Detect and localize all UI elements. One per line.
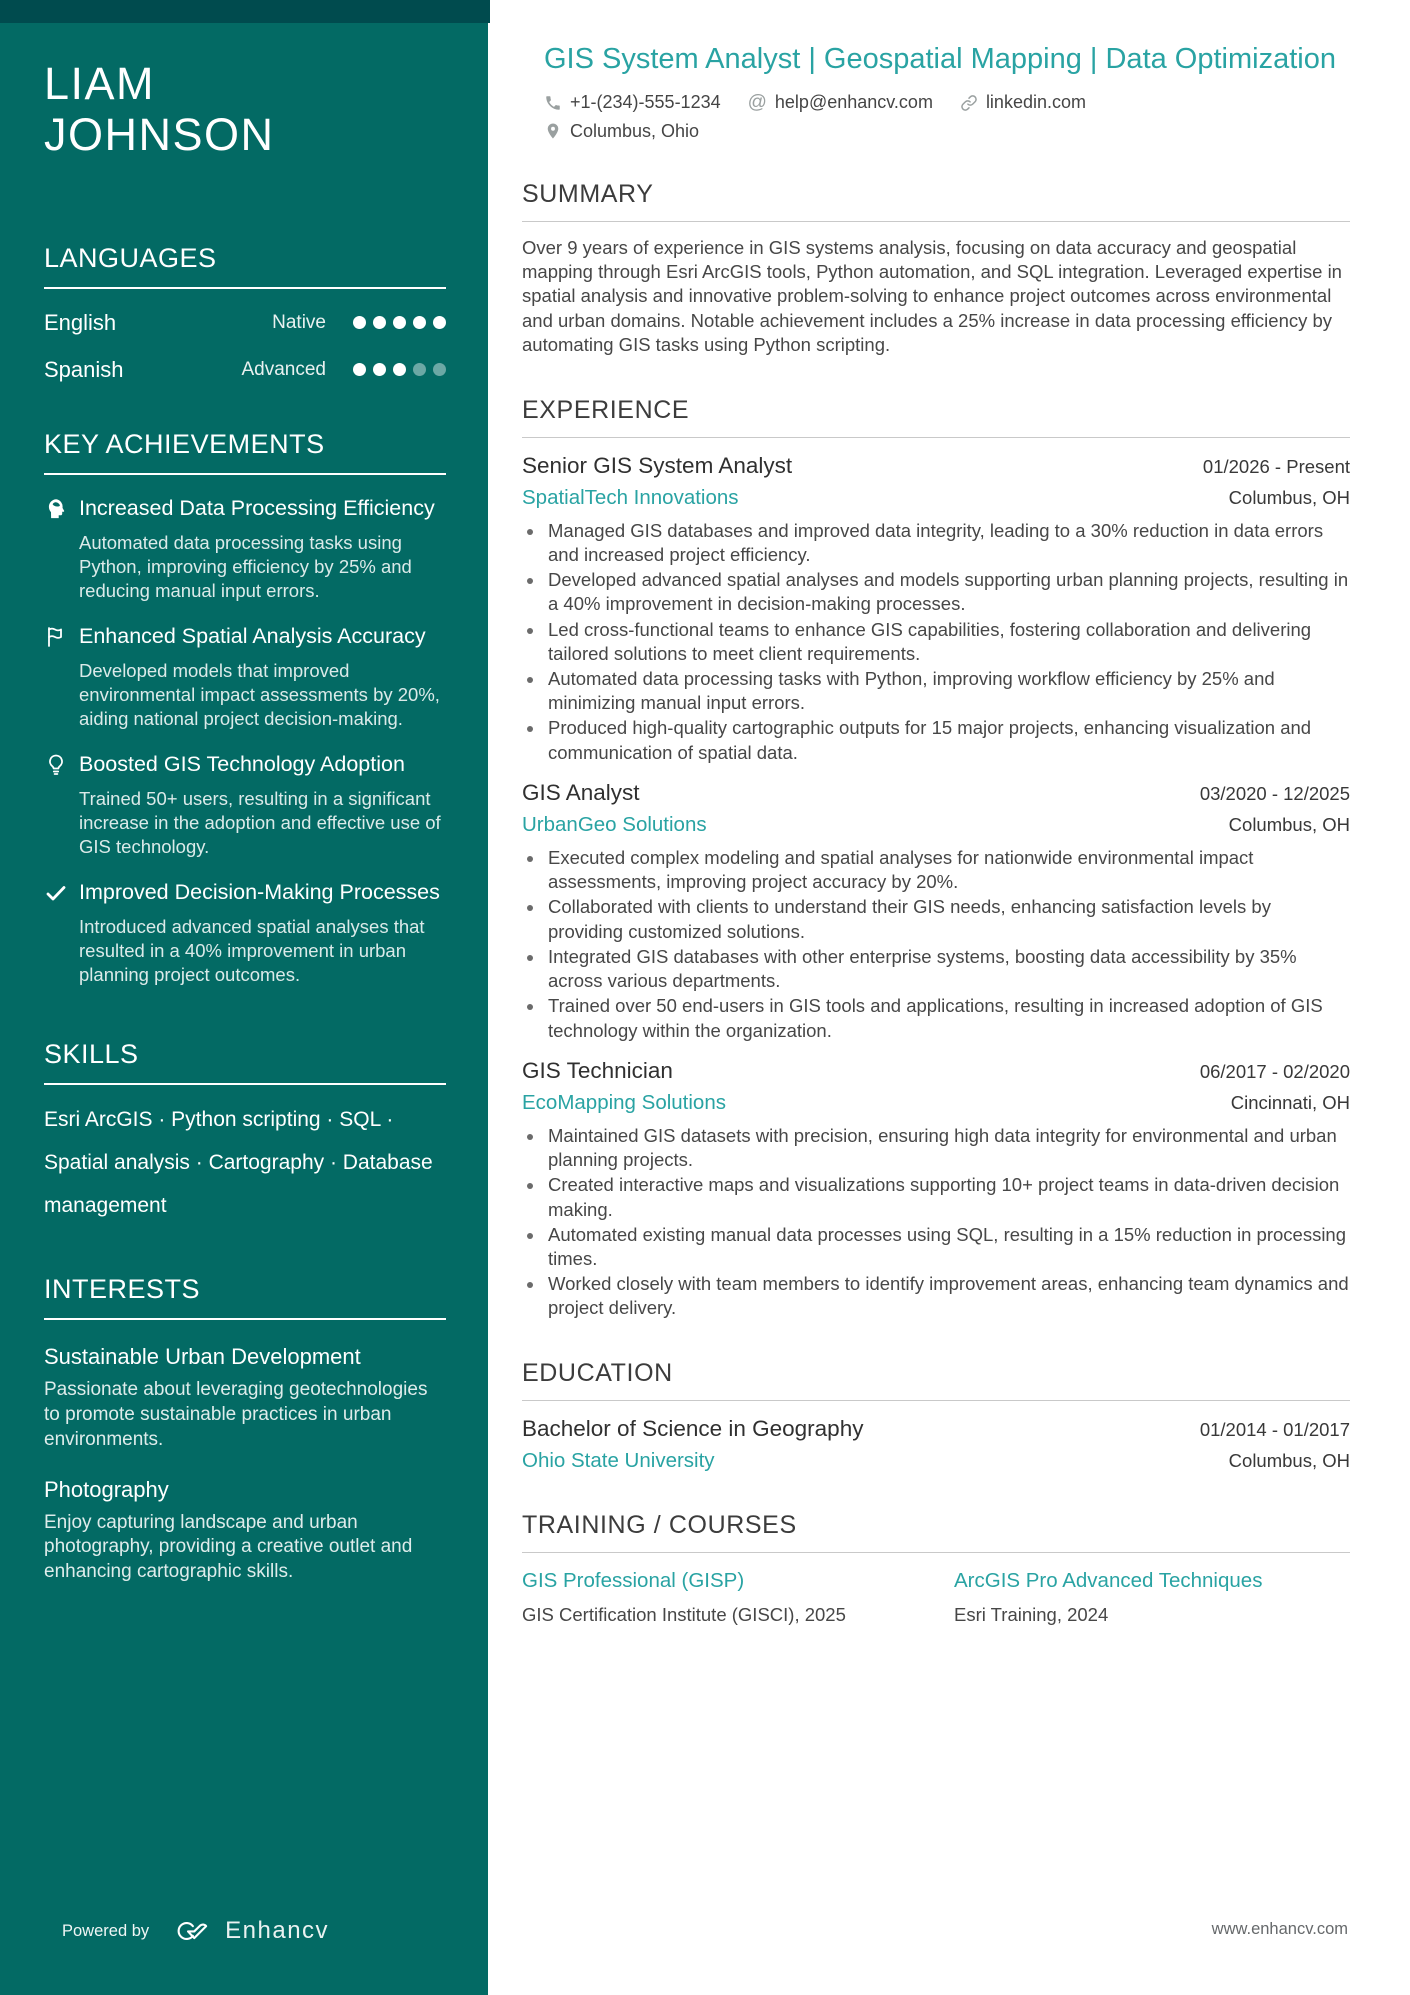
job-bullet: • Developed advanced spatial analyses and models supporting urban planning projects, resulting in a 40% improvement in decision-making processes.	[545, 568, 1350, 616]
interests-section	[44, 1274, 446, 1585]
summary-heading: SUMMARY	[522, 180, 1350, 222]
job-bullets	[522, 519, 1350, 765]
skills-section	[44, 1039, 446, 1227]
sidebar-top-accent-bar	[0, 0, 490, 23]
experience-section	[522, 396, 1350, 1321]
proficiency-dot	[433, 363, 446, 376]
enhancv-logo[interactable]	[169, 1917, 329, 1945]
job-location: Columbus, OH	[1228, 486, 1350, 508]
skills-list: Esri ArcGIS · Python scripting · SQL · Spatial analysis · Cartography · Database management	[44, 1108, 433, 1218]
job-bullet: • Integrated GIS databases with other enterprise systems, boosting data accessibility by 35% across various departments.	[545, 945, 1350, 993]
achievement-item	[44, 879, 446, 987]
link-item	[960, 92, 1086, 114]
language-level: Native	[272, 311, 326, 333]
job-title: Senior GIS System Analyst	[522, 452, 793, 478]
powered-by-label: Powered by	[62, 1921, 150, 1940]
language-proficiency-dots	[346, 316, 446, 329]
education-heading: EDUCATION	[522, 1359, 1350, 1401]
job-company: UrbanGeo Solutions	[522, 812, 707, 836]
interests-heading: INTERESTS	[44, 1274, 446, 1320]
candidate-last-name: JOHNSON	[44, 109, 275, 161]
job-bullet: • Created interactive maps and visualizations supporting 10+ project teams in data-driven decision making.	[545, 1173, 1350, 1221]
job-bullet: • Produced high-quality cartographic outputs for 15 major projects, enhancing visualization and communication of spatial data.	[545, 716, 1350, 764]
job-bullets	[522, 846, 1350, 1043]
interest-item	[44, 1344, 446, 1453]
phone-item	[544, 92, 721, 114]
link-icon	[960, 94, 978, 112]
sidebar	[0, 0, 488, 1995]
job-entry	[522, 1058, 1350, 1321]
job-bullet: • Worked closely with team members to identify improvement areas, enhancing team dynamics and project delivery.	[545, 1272, 1350, 1320]
job-dates: 03/2020 - 12/2025	[1199, 782, 1350, 804]
enhancv-site-url[interactable]: www.enhancv.com	[1211, 1920, 1348, 1938]
proficiency-dot	[413, 316, 426, 329]
job-bullet: • Managed GIS databases and improved data integrity, leading to a 30% reduction in data errors and increased project efficiency.	[545, 519, 1350, 567]
job-bullet: • Trained over 50 end-users in GIS tools and applications, resulting in increased adoption of GIS technology within the organization.	[545, 994, 1350, 1042]
resume-main	[522, 0, 1350, 1626]
interest-description: Passionate about leveraging geotechnologies to promote sustainable practices in urban environments.	[44, 1378, 428, 1450]
language-level: Advanced	[241, 358, 326, 380]
language-name: English	[44, 309, 117, 335]
interest-description: Enjoy capturing landscape and urban photography, providing a creative outlet and enhancing cartographic skills.	[44, 1511, 413, 1583]
achievement-description: Developed models that improved environmental impact assessments by 20%, aiding national project decision-making.	[79, 659, 440, 729]
education-location: Columbus, OH	[1228, 1449, 1350, 1471]
language-proficiency-dots	[346, 363, 446, 376]
job-company: EcoMapping Solutions	[522, 1090, 726, 1114]
proficiency-dot	[433, 316, 446, 329]
proficiency-dot	[393, 363, 406, 376]
resume-header	[522, 40, 1350, 142]
proficiency-dot	[373, 363, 386, 376]
job-company: SpatialTech Innovations	[522, 485, 739, 509]
course-title: ArcGIS Pro Advanced Techniques	[954, 1568, 1263, 1592]
achievement-title: Enhanced Spatial Analysis Accuracy	[79, 623, 426, 648]
achievement-item	[44, 751, 446, 859]
email-item	[748, 92, 933, 114]
phone-icon	[544, 94, 562, 112]
job-bullet: • Collaborated with clients to understand their GIS needs, enhancing satisfaction levels by providing customized solutions.	[545, 895, 1350, 943]
job-bullet: • Automated data processing tasks with Python, improving workflow efficiency by 25% and minimizing manual input errors.	[545, 667, 1350, 715]
course-entry	[522, 1569, 918, 1626]
education-entry	[522, 1416, 1350, 1473]
languages-heading: LANGUAGES	[44, 243, 446, 289]
bulb-icon	[44, 751, 70, 859]
achievement-item	[44, 495, 446, 603]
education-section	[522, 1359, 1350, 1473]
degree-title: Bachelor of Science in Geography	[522, 1415, 864, 1441]
interest-title: Photography	[44, 1476, 169, 1502]
job-entry	[522, 453, 1350, 765]
at-icon: @	[747, 91, 767, 113]
job-title: GIS Technician	[522, 1057, 673, 1083]
interest-title: Sustainable Urban Development	[44, 1343, 361, 1369]
proficiency-dot	[353, 316, 366, 329]
powered-by-footer	[62, 1917, 329, 1945]
school-name: Ohio State University	[522, 1448, 715, 1472]
job-dates: 06/2017 - 02/2020	[1199, 1060, 1350, 1082]
achievement-title: Boosted GIS Technology Adoption	[79, 752, 405, 777]
education-dates: 01/2014 - 01/2017	[1199, 1418, 1350, 1440]
interest-item	[44, 1477, 446, 1586]
proficiency-dot	[413, 363, 426, 376]
job-location: Columbus, OH	[1228, 813, 1350, 835]
location-text: Columbus, Ohio	[570, 120, 700, 141]
summary-text: Over 9 years of experience in GIS systems analysis, focusing on data accuracy and geospatial mapping through Esri ArcGIS tools, Python automation, and SQL integration. Leveraged expertise in spatial analysis and innovative problem-solving to enhance project outcomes across environmental and urban domains. Notable achievement includes a 25% increase in data processing efficiency by automating GIS tasks using Python scripting.	[522, 236, 1342, 356]
linkedin-url[interactable]: linkedin.com	[985, 92, 1086, 113]
achievement-description: Trained 50+ users, resulting in a significant increase in the adoption and effective use of GIS technology.	[79, 788, 441, 858]
head-icon	[44, 495, 70, 603]
flag-icon	[44, 623, 70, 731]
achievement-description: Introduced advanced spatial analyses that resulted in a 40% improvement in urban planning project outcomes.	[79, 916, 425, 986]
training-section	[522, 1511, 1350, 1626]
job-bullet: • Executed complex modeling and spatial analyses for nationwide environmental impact assessments, improving project accuracy by 20%.	[545, 846, 1350, 894]
location-pin-icon	[544, 122, 562, 140]
job-title: GIS Analyst	[522, 779, 640, 805]
proficiency-dot	[373, 316, 386, 329]
achievement-item	[44, 623, 446, 731]
achievement-title: Increased Data Processing Efficiency	[79, 495, 435, 520]
job-bullet: • Led cross-functional teams to enhance GIS capabilities, fostering collaboration and delivering tailored solutions to meet client requirements.	[545, 618, 1350, 666]
training-heading: TRAINING / COURSES	[522, 1511, 1350, 1553]
enhancv-logo-text: Enhancv	[225, 1917, 330, 1944]
email-address[interactable]: help@enhancv.com	[774, 92, 933, 113]
language-name: Spanish	[44, 356, 124, 382]
achievement-description: Automated data processing tasks using Python, improving efficiency by 25% and reducing manual input errors.	[79, 531, 412, 601]
key-achievements-heading: KEY ACHIEVEMENTS	[44, 429, 446, 475]
language-row	[44, 310, 446, 336]
job-bullet: • Automated existing manual data processes using SQL, resulting in a 15% reduction in processing times.	[545, 1223, 1350, 1271]
languages-section	[44, 243, 446, 383]
proficiency-dot	[393, 316, 406, 329]
language-row	[44, 357, 446, 383]
job-bullets	[522, 1124, 1350, 1321]
achievement-title: Improved Decision-Making Processes	[79, 880, 440, 905]
location-item	[544, 121, 1350, 142]
candidate-name	[44, 58, 446, 161]
experience-heading: EXPERIENCE	[522, 396, 1350, 438]
resume-headline: GIS System Analyst | Geospatial Mapping | Data Optimization	[544, 43, 1336, 75]
candidate-first-name: LIAM	[44, 58, 156, 109]
course-provider: Esri Training, 2024	[954, 1603, 1109, 1625]
phone-number[interactable]: +1-(234)-555-1234	[570, 92, 721, 113]
key-achievements-section	[44, 429, 446, 988]
proficiency-dot	[353, 363, 366, 376]
job-location: Cincinnati, OH	[1230, 1091, 1350, 1113]
course-entry	[954, 1569, 1350, 1626]
summary-section	[522, 180, 1350, 358]
job-dates: 01/2026 - Present	[1202, 455, 1350, 477]
course-provider: GIS Certification Institute (GISCI), 2025	[522, 1603, 846, 1625]
enhancv-logo-icon	[169, 1918, 215, 1944]
course-title: GIS Professional (GISP)	[522, 1568, 745, 1592]
check-icon	[44, 879, 70, 987]
skills-heading: SKILLS	[44, 1039, 446, 1085]
contact-row	[544, 92, 1350, 142]
job-bullet: • Maintained GIS datasets with precision, ensuring high data integrity for environmental and urban planning projects.	[545, 1124, 1350, 1172]
job-entry	[522, 780, 1350, 1043]
